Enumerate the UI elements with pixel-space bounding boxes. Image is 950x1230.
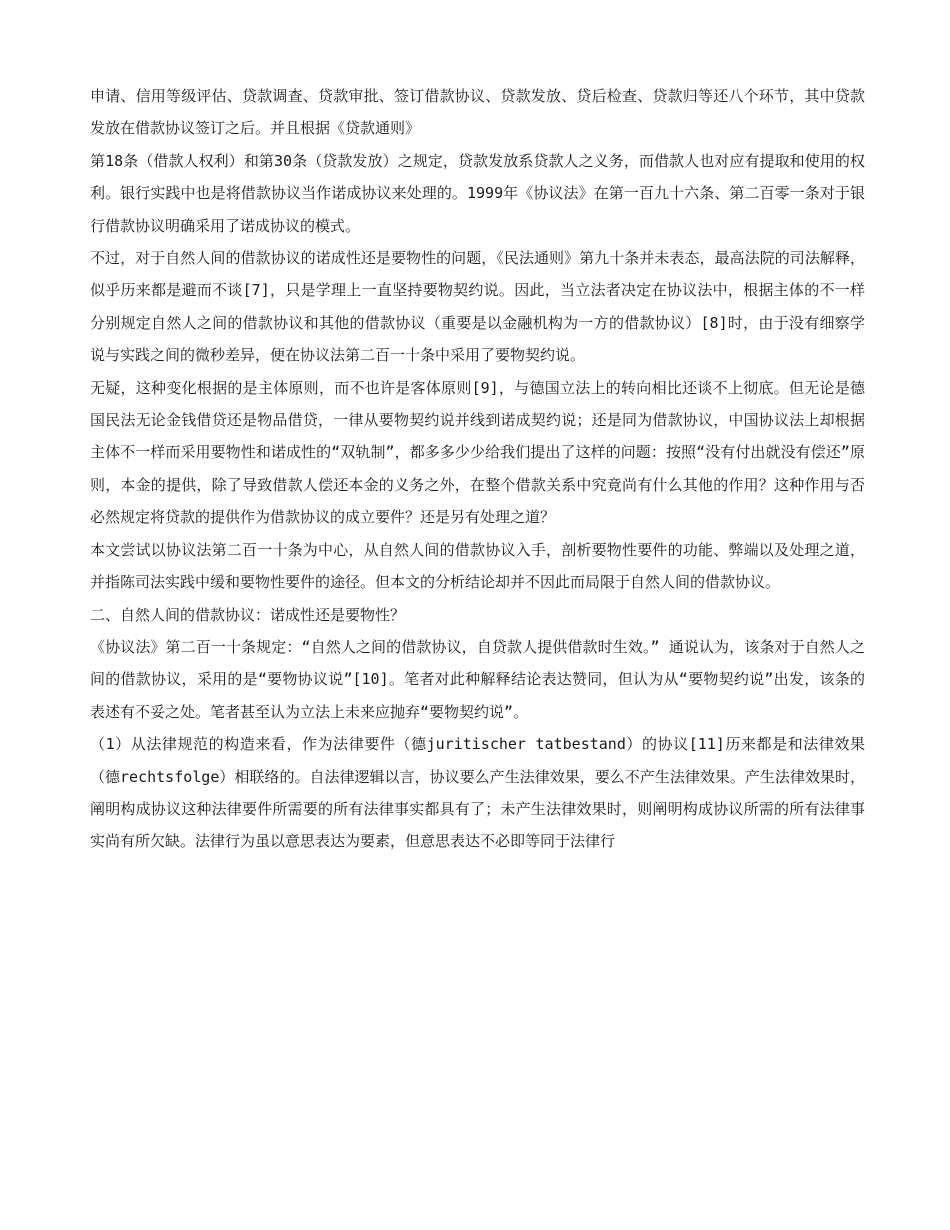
paragraph-4: 无疑，这种变化根据的是主体原则，而不也许是客体原则[9]，与德国立法上的转向相比还谈不上彻底。但无论是德国民法无论金钱借贷还是物品借贷，一律从要物契约说并线到诺成契约说；还是同为借款协议，中国协议法上却根据主体不一样而采用要物性和诺成性的“双轨制”，都多多少少给我们提出了这样的问题：按照“没有付出就没有偿还”原则，本金的提供，除了导致借款人偿还本金的义务之外，在整个借款关系中究竟尚有什么其他的作用？这种作用与否必然规定将贷款的提供作为借款协议的成立要件？还是另有处理之道？ (90, 378, 865, 527)
paragraph-2: 第18条（借款人权利）和第30条（贷款发放）之规定，贷款发放系贷款人之义务，而借款人也对应有提取和使用的权利。银行实践中也是将借款协议当作诺成协议来处理的。1999年《协议法》在第一百九十六条、第二百零一条对于银行借款协议明确采用了诺成协议的模式。 (90, 151, 865, 235)
paragraph-6: 《协议法》第二百一十条规定：“自然人之间的借款协议，自贷款人提供借款时生效。” 通说认为，该条对于自然人之间的借款协议，采用的是“要物协议说”[10]。笔者对此种解释结论表达赞同，但认为从“要物契约说”出发，该条的表述有不妥之处。笔者甚至认为立法上未来应抛弃“要物契约说”。 (90, 637, 865, 721)
paragraph-7: （1）从法律规范的构造来看，作为法律要件（德juritischer tatbestand）的协议[11]历来都是和法律效果（德rechtsfolge）相联络的。自法律逻辑以言，协议要么产生法律效果，要么不产生法律效果。产生法律效果时，阐明构成协议这种法律要件所需要的所有法律事实都具有了；未产生法律效果时，则阐明构成协议所需的所有法律事实尚有所欠缺。法律行为虽以意思表达为要素，但意思表达不必即等同于法律行 (90, 735, 865, 851)
paragraph-5: 本文尝试以协议法第二百一十条为中心，从自然人间的借款协议入手，剖析要物性要件的功能、弊端以及处理之道，并指陈司法实践中缓和要物性要件的途径。但本文的分析结论却并不因此而局限于自然人间的借款协议。 (90, 540, 865, 592)
paragraph-3: 不过，对于自然人间的借款协议的诺成性还是要物性的问题，《民法通则》第九十条并未表态，最高法院的司法解释，似乎历来都是避而不谈[7]，只是学理上一直坚持要物契约说。因此，当立法者决定在协议法中，根据主体的不一样分别规定自然人之间的借款协议和其他的借款协议（重要是以金融机构为一方的借款协议）[8]时，由于没有细察学说与实践之间的微秒差异，便在协议法第二百一十条中采用了要物契约说。 (90, 249, 865, 365)
document-body (90, 80, 865, 858)
paragraph-1: 申请、信用等级评估、贷款调查、贷款审批、签订借款协议、贷款发放、贷后检查、贷款归等还八个环节，其中贷款发放在借款协议签订之后。并且根据《贷款通则》 (90, 87, 865, 138)
section-heading: 二、自然人间的借款协议：诺成性还是要物性？ (90, 605, 406, 624)
